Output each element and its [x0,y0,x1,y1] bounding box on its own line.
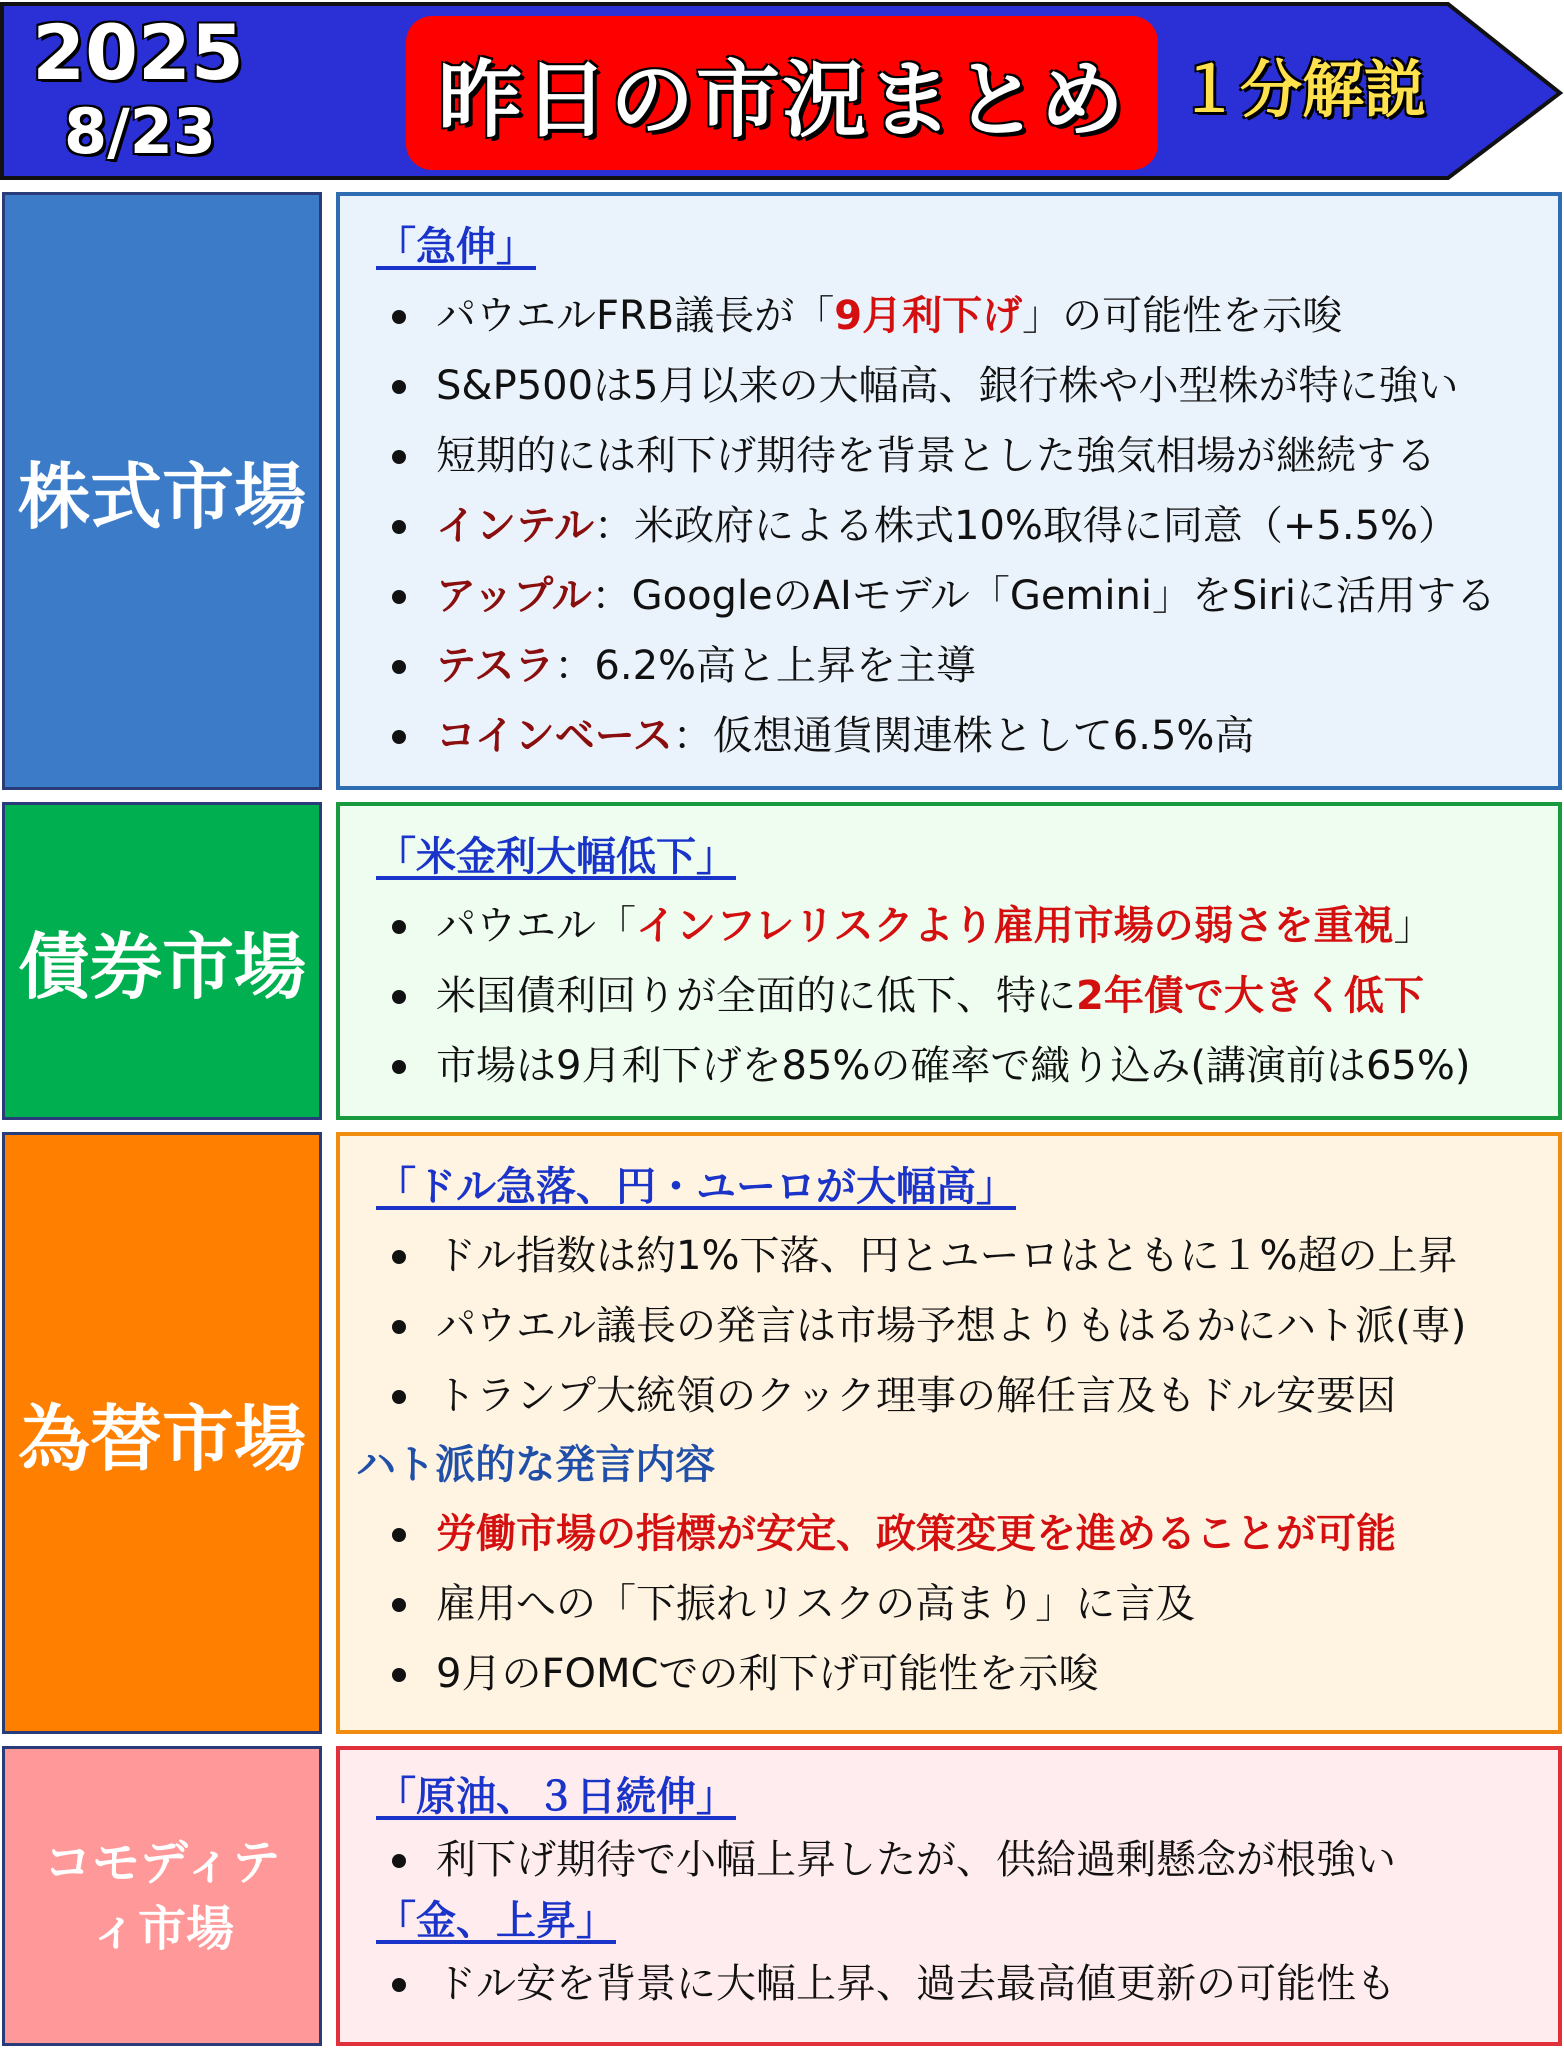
page-subtitle: １分解説 [1178,53,1427,126]
date-label: 8/23 [63,95,217,168]
stock-heading: 「急伸」 [376,224,536,270]
bullet-icon [392,660,406,674]
list-item: コインベース：仮想通貨関連株として6.5%高 [376,708,1538,764]
bond-heading: 「米金利大幅低下」 [376,834,736,880]
page-title: 昨日の市況まとめ [406,16,1158,170]
bullet-icon [392,1528,406,1542]
list-item: パウエルFRB議長が「9月利下げ」の可能性を示唆 [376,288,1538,344]
list-item: ドル指数は約1%下落、円とユーロはともに１%超の上昇 [376,1228,1538,1284]
bond-market-content [336,802,1562,1120]
fx-heading: 「ドル急落、円・ユーロが大幅高」 [376,1164,1016,1210]
bullet-icon [392,310,406,324]
list-item: 雇用への「下振れリスクの高まり」に言及 [376,1576,1538,1632]
bullet-icon [392,1390,406,1404]
bullet-icon [392,1598,406,1612]
commodity-heading-gold: 「金、上昇」 [376,1898,616,1944]
list-item: 米国債利回りが全面的に低下、特に2年債で大きく低下 [376,968,1538,1024]
list-item: パウエル「インフレリスクより雇用市場の弱さを重視」 [376,898,1538,954]
list-item: トランプ大統領のクック理事の解任言及もドル安要因 [376,1368,1538,1424]
bullet-icon [392,990,406,1004]
list-item: パウエル議長の発言は市場予想よりもはるかにハト派(専) [376,1298,1538,1354]
bullet-icon [392,920,406,934]
bullet-icon [392,1668,406,1682]
list-item: S&P500は5月以来の大幅高、銀行株や小型株が特に強い [376,358,1538,414]
bullet-icon [392,1978,406,1992]
bullet-icon [392,380,406,394]
list-item: 短期的には利下げ期待を背景とした強気相場が継続する [376,428,1538,484]
bullet-icon [392,590,406,604]
bullet-icon [392,1060,406,1074]
header-banner [0,0,1564,182]
commodity-label-line1: コモディテ [43,1835,281,1891]
fx-market-content [336,1132,1562,1734]
bullet-icon [392,1854,406,1868]
bullet-icon [392,450,406,464]
fx-subheading: ハト派的な発言内容 [356,1442,716,1488]
bullet-icon [392,1320,406,1334]
commodity-heading-oil: 「原油、３日続伸」 [376,1774,736,1820]
list-item: ドル安を背景に大幅上昇、過去最高値更新の可能性も [376,1956,1538,2012]
list-item: 市場は9月利下げを85%の確率で織り込み(講演前は65%) [376,1038,1538,1094]
bond-market-label: 債券市場 [2,802,322,1120]
list-item: 利下げ期待で小幅上昇したが、供給過剰懸念が根強い [376,1832,1538,1888]
stock-market-content [336,192,1562,790]
stock-market-label: 株式市場 [2,192,322,790]
fx-market-label: 為替市場 [2,1132,322,1734]
commodity-label-line2: ィ市場 [89,1901,234,1957]
list-item: アップル：GoogleのAIモデル「Gemini」をSiriに活用する [376,568,1538,624]
list-item: 労働市場の指標が安定、政策変更を進めることが可能 [376,1506,1538,1562]
commodity-market-content [336,1746,1562,2046]
list-item: 9月のFOMCでの利下げ可能性を示唆 [376,1646,1538,1702]
bullet-icon [392,730,406,744]
bullet-icon [392,1250,406,1264]
bullet-icon [392,520,406,534]
commodity-market-label [2,1746,322,2046]
list-item: インテル：米政府による株式10%取得に同意（+5.5%） [376,498,1538,554]
year-label: 2025 [32,8,244,97]
list-item: テスラ：6.2%高と上昇を主導 [376,638,1538,694]
